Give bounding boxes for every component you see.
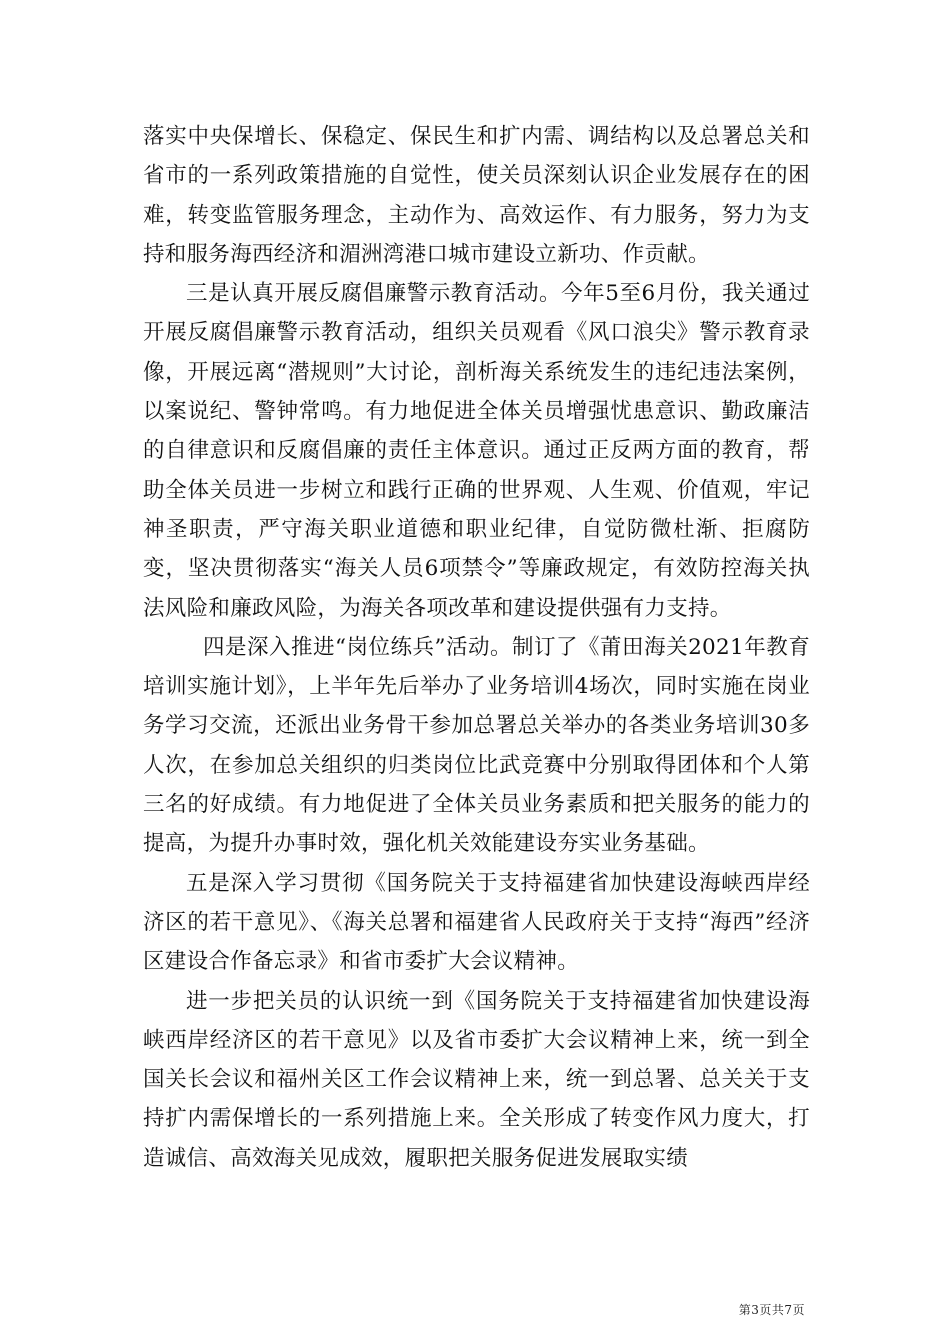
document-body [143, 117, 810, 1178]
paragraph-unify: 进一步把关员的认识统一到《国务院关于支持福建省加快建设海峡西岸经济区的若干意见》以及省市委扩大会议精神上来，统一到全国关长会议和福州关区工作会议精神上来，统一到总署、总关关于支持扩内需保增长的一系列措施上来。全关形成了转变作风力度大，打造诚信、高效海关见成效，履职把关服务促进发展取实绩 [143, 988, 810, 1171]
paragraph-continuation: 落实中央保增长、保稳定、保民生和扩内需、调结构以及总署总关和省市的一系列政策措施的自觉性，使关员深刻认识企业发展存在的困难，转变监管服务理念，主动作为、高效运作、有力服务，努力为支持和服务海西经济和湄洲湾港口城市建设立新功、作贡献。 [143, 124, 810, 267]
paragraph-anti-corruption: 三是认真开展反腐倡廉警示教育活动。今年5至6月份，我关通过开展反腐倡廉警示教育活动，组织关员观看《风口浪尖》警示教育录像，开展远离“潜规则”大讨论，剖析海关系统发生的违纪违法案例，以案说纪、警钟常鸣。有力地促进全体关员增强忧患意识、勤政廉洁的自律意识和反腐倡廉的责任主体意识。通过正反两方面的教育，帮助全体关员进一步树立和践行正确的世界观、人生观、价值观，牢记神圣职责，严守海关职业道德和职业纪律，自觉防微杜渐、拒腐防变，坚决贯彻落实“海关人员6项禁令”等廉政规定，有效防控海关执法风险和廉政风险，为海关各项改革和建设提供强有力支持。 [143, 281, 810, 621]
paragraph-study: 五是深入学习贯彻《国务院关于支持福建省加快建设海峡西岸经济区的若干意见》、《海关总署和福建省人民政府关于支持“海西”经济区建设合作备忘录》和省市委扩大会议精神。 [143, 870, 810, 975]
page-number: 第3页共7页 [738, 1303, 805, 1317]
paragraph-training: 四是深入推进“岗位练兵”活动。制订了《莆田海关2021年教育培训实施计划》，上半年先后举办了业务培训4场次，同时实施在岗业务学习交流，还派出业务骨干参加总署总关举办的各类业务培训30多人次，在参加总关组织的归类岗位比武竞赛中分别取得团体和个人第三名的好成绩。有力地促进了全体关员业务素质和把关服务的能力的提高，为提升办事时效，强化机关效能建设夯实业务基础。 [143, 634, 810, 857]
